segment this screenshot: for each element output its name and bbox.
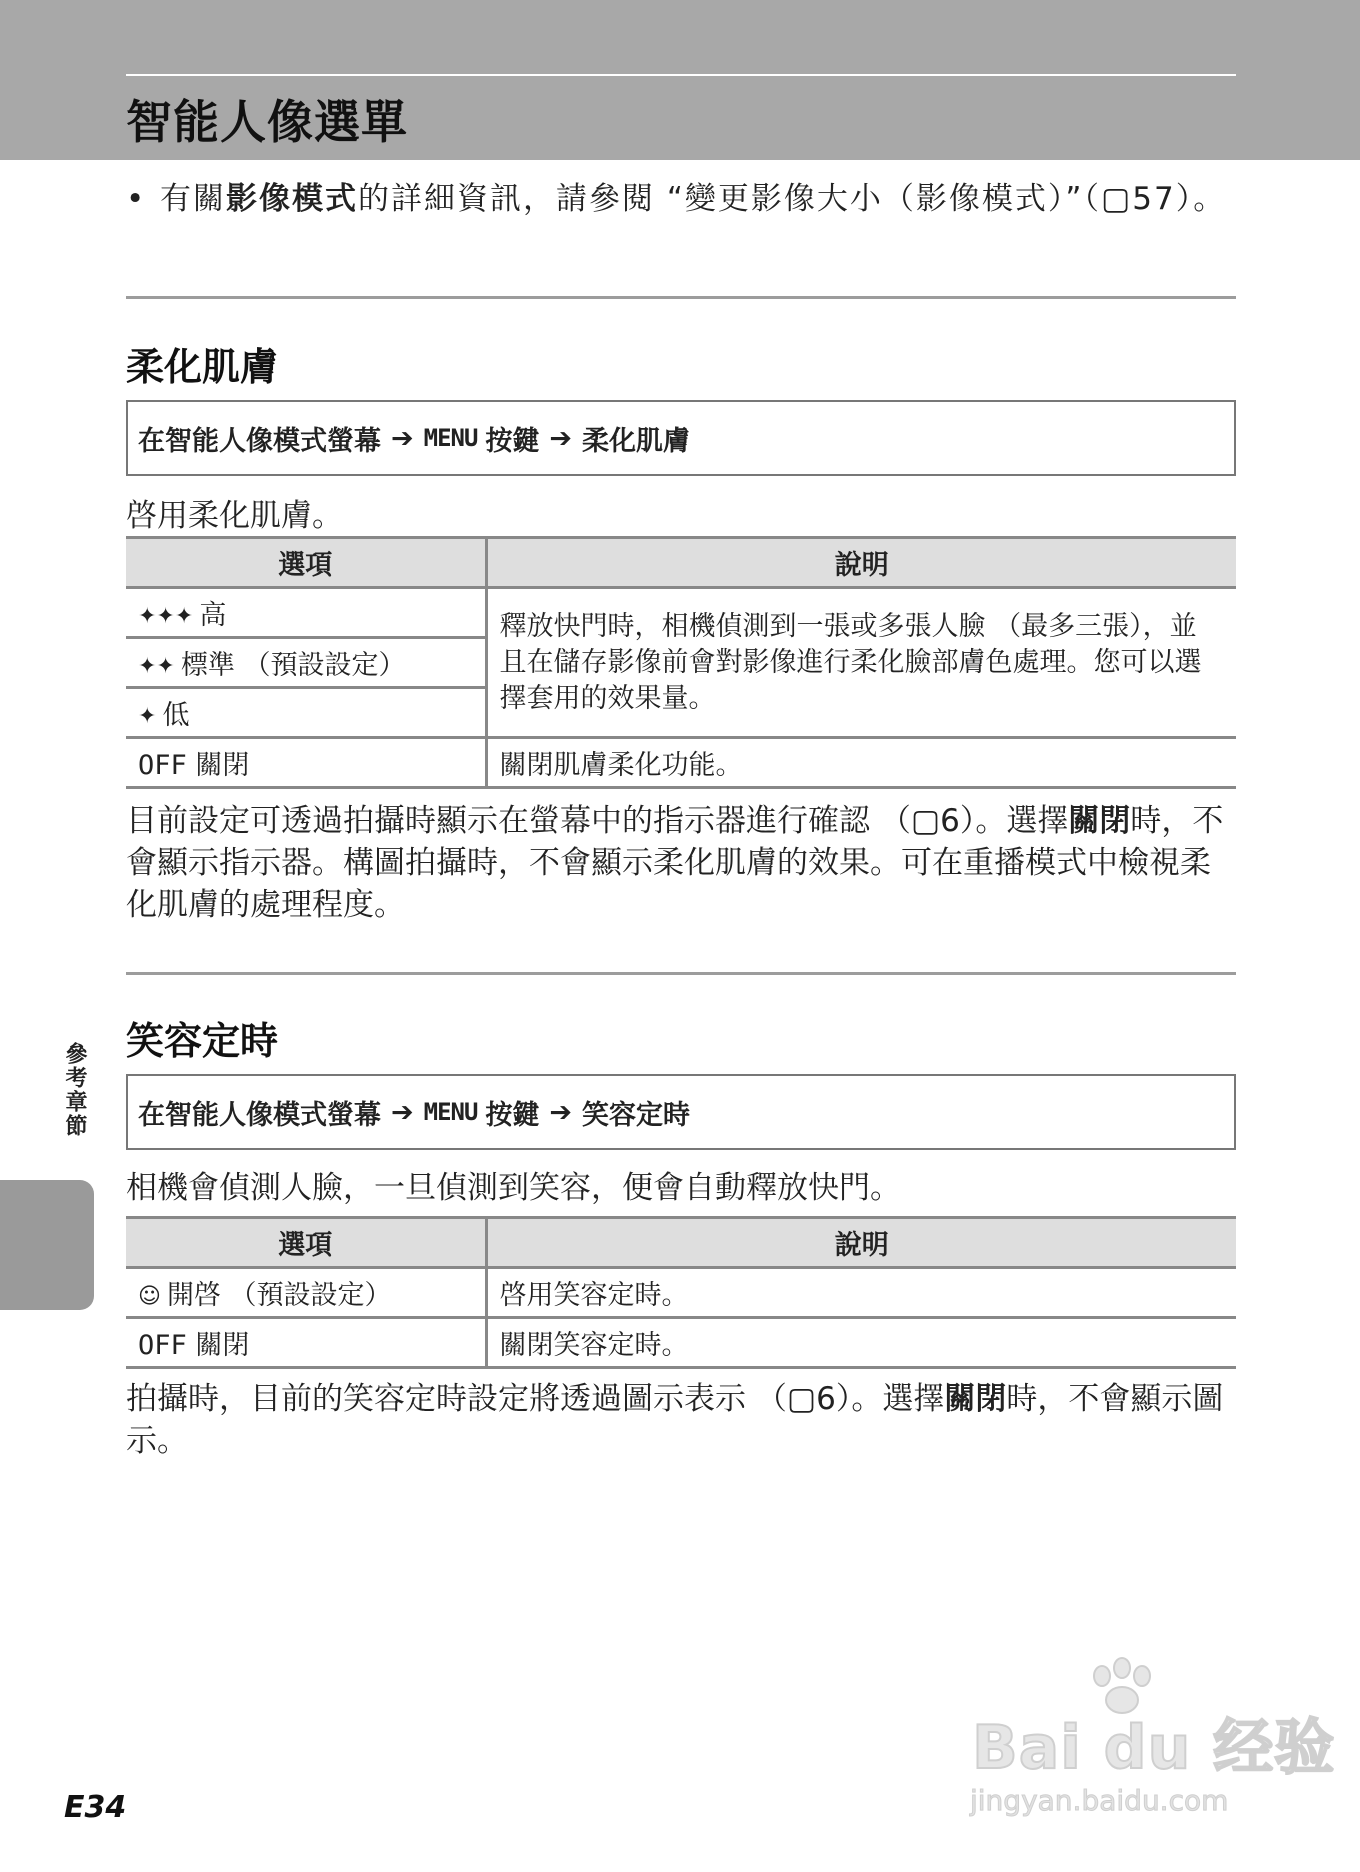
header-rule — [126, 74, 1236, 76]
off-icon: OFF — [138, 750, 187, 781]
image-mode-term: 影像模式 — [226, 181, 358, 217]
smile-timer-icon: ☺ — [138, 1284, 161, 1309]
watermark-url: jingyan.baidu.com — [970, 1784, 1229, 1817]
option-off: OFF 關閉 — [126, 738, 486, 788]
option-off: OFF 關閉 — [126, 1318, 486, 1368]
column-header-option: 選項 — [126, 538, 486, 588]
section-divider — [126, 296, 1236, 299]
option-on: ☺ 開啓 （預設設定） — [126, 1268, 486, 1318]
bullet-dot: • — [126, 181, 145, 217]
column-header-description: 說明 — [486, 538, 1236, 588]
chapter-side-label: 參考章節 — [62, 1042, 87, 1138]
table-row — [126, 1268, 1236, 1318]
section-title-soft-skin: 柔化肌膚 — [126, 345, 279, 389]
smile-timer-note: 拍攝時，目前的笑容定時設定將透過圖示表示 （▢6）。選擇關閉時，不會顯示圖示。 — [126, 1381, 1224, 1459]
page-title: 智能人像選單 — [126, 95, 408, 149]
off-term: 關閉 — [1068, 803, 1131, 839]
smile-timer-options-table — [126, 1216, 1236, 1369]
soft-skin-intro: 啓用柔化肌膚。 — [126, 498, 343, 534]
column-header-description: 說明 — [486, 1218, 1236, 1268]
table-row — [126, 1318, 1236, 1368]
soft-skin-high-icon: ✦✦✦ — [138, 604, 194, 629]
watermark-logo: Bai du 经验 — [972, 1713, 1336, 1783]
arrow-right-icon: ➔ — [391, 422, 414, 454]
menu-path-soft-skin: 在智能人像模式螢幕 ➔ MENU 按鍵 ➔ 柔化肌膚 — [126, 400, 1236, 476]
menu-button-label: MENU — [423, 1098, 478, 1126]
soft-skin-note: 目前設定可透過拍攝時顯示在螢幕中的指示器進行確認 （▢6）。選擇關閉時，不會顯示指示器。構圖拍攝時，不會顯示柔化肌膚的效果。可在重播模式中檢視柔化肌膚的處理程度。 — [126, 803, 1224, 923]
option-low: ✦ 低 — [126, 688, 486, 738]
option-on-description: 啓用笑容定時。 — [486, 1268, 1236, 1318]
option-off-description: 關閉肌膚柔化功能。 — [486, 738, 1236, 788]
arrow-right-icon: ➔ — [549, 422, 573, 454]
soft-skin-options-table — [126, 536, 1236, 789]
menu-button-label: MENU — [423, 424, 478, 452]
off-term: 關閉 — [944, 1381, 1007, 1417]
off-icon: OFF — [138, 1330, 187, 1361]
soft-skin-low-icon: ✦ — [138, 704, 157, 729]
soft-skin-shared-description: 釋放快門時，相機偵測到一張或多張人臉 （最多三張），並且在儲存影像前會對影像進行柔化臉部膚色處理。您可以選擇套用的效果量。 — [486, 588, 1236, 738]
smile-timer-intro: 相機會偵測人臉，一旦偵測到笑容，便會自動釋放快門。 — [126, 1170, 901, 1206]
menu-path-smile-timer: 在智能人像模式螢幕 ➔ MENU 按鍵 ➔ 笑容定時 — [126, 1074, 1236, 1150]
section-divider — [126, 972, 1236, 975]
soft-skin-normal-icon: ✦✦ — [138, 654, 175, 679]
page-number: E34 — [64, 1790, 127, 1825]
section-title-smile-timer: 笑容定時 — [126, 1019, 279, 1063]
column-header-option: 選項 — [126, 1218, 486, 1268]
chapter-tab — [0, 1180, 94, 1310]
arrow-right-icon: ➔ — [549, 1096, 573, 1128]
option-off-description: 關閉笑容定時。 — [486, 1318, 1236, 1368]
table-row — [126, 588, 1236, 638]
option-normal: ✦✦ 標準 （預設設定） — [126, 638, 486, 688]
option-high: ✦✦✦ 高 — [126, 588, 486, 638]
arrow-right-icon: ➔ — [391, 1096, 414, 1128]
bullet-text: 有關影像模式的詳細資訊，請參閱 “變更影像大小（影像模式）”（▢57）。 — [160, 181, 1227, 217]
table-row — [126, 738, 1236, 788]
